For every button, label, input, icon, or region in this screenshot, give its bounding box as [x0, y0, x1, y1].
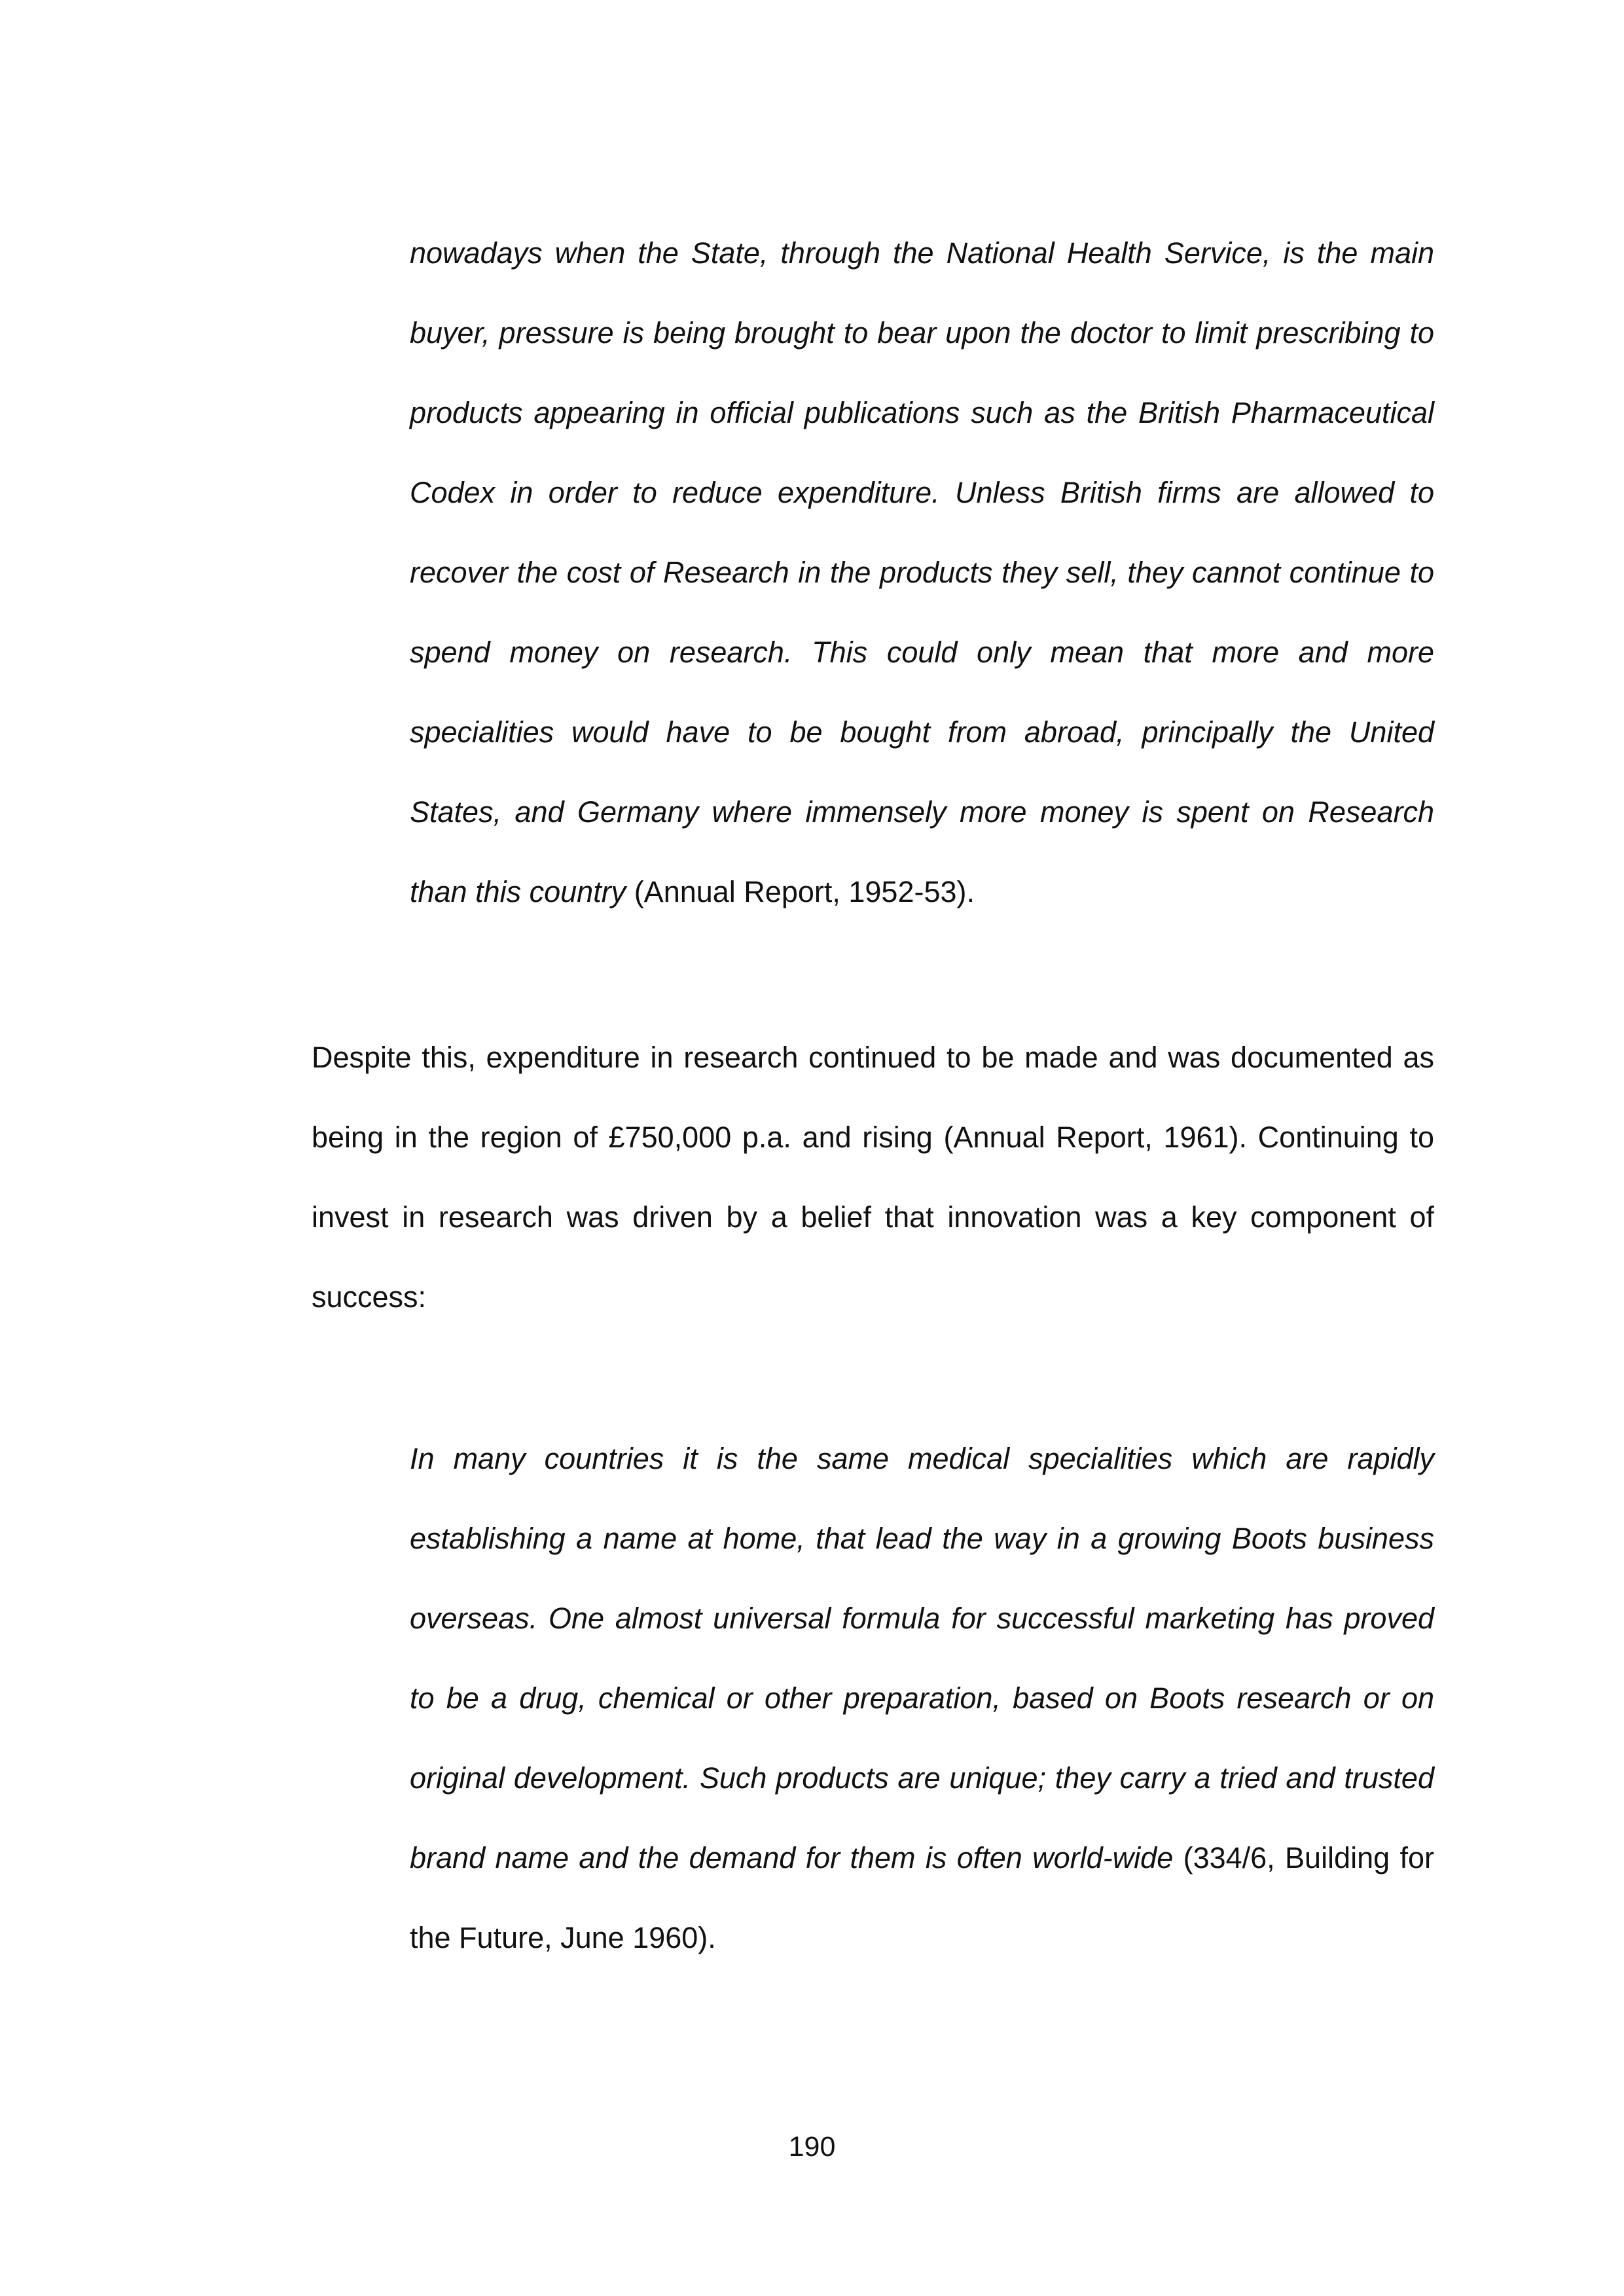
block-quote-nhs: [410, 213, 1434, 932]
quote-italic-text: nowadays when the State, through the National Health Service, is the main buyer, pressure is being brought to bear upon the doctor to limit prescribing to products appearing in official publications such as the British Pharmaceutical Codex in order to reduce expenditure. Unless British firms are allowed to recover the cost of Research in the products they sell, they cannot continue to spend money on research. This could only mean that more and more specialities would have to be bought from abroad, principally the United States, and Germany where immensely more money is spent on Research than this country: [410, 236, 1434, 908]
quote-citation: (334/6, Building for the Future, June 1960).: [410, 1841, 1434, 1954]
quote-citation: (Annual Report, 1952-53).: [626, 875, 975, 908]
body-paragraph: Despite this, expenditure in research continued to be made and was documented as being in the region of £750,000 p.a. and rising (Annual Report, 1961). Continuing to invest in research was driven by a belief that innovation was a key component of success:: [312, 1041, 1434, 1314]
block-quote-overseas: [410, 1419, 1434, 1978]
page-number: 190: [788, 2131, 836, 2162]
quote-italic-text: In many countries it is the same medical specialities which are rapidly establishing a name at home, that lead the way in a growing Boots business overseas. One almost universal formula for successful marketing has proved to be a drug, chemical or other preparation, based on Boots research or on original development. Such products are unique; they carry a tried and trusted brand name and the demand for them is often world-wide: [410, 1442, 1434, 1874]
